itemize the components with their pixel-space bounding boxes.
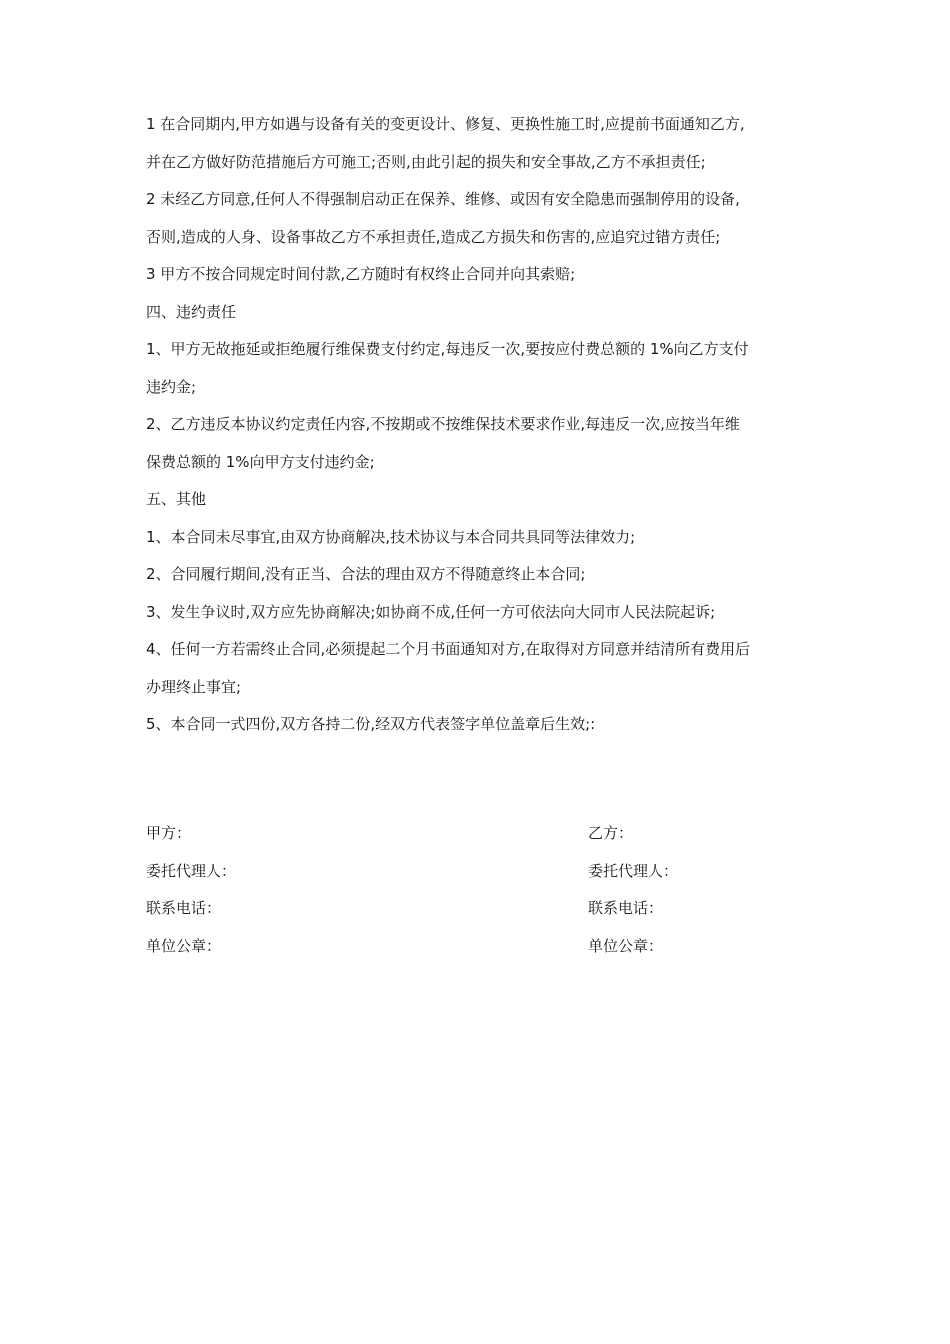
paragraph-line: 1 在合同期内,甲方如遇与设备有关的变更设计、修复、更换性施工时,应提前书面通知乙方, (146, 115, 745, 133)
paragraph-line: 2 未经乙方同意,任何人不得强制启动正在保养、维修、或因有安全隐患而强制停用的设备, (146, 190, 740, 208)
paragraph-line: 2、合同履行期间,没有正当、合法的理由双方不得随意终止本合同; (146, 565, 586, 583)
paragraph-line: 3、发生争议时,双方应先协商解决;如协商不成,任何一方可依法向大同市人民法院起诉; (146, 602, 716, 621)
party-a-signature (146, 815, 236, 965)
paragraph-line: 1、本合同未尽事宜,由双方协商解决,技术协议与本合同共具同等法律效力; (146, 527, 636, 546)
party-a-phone-label: 联系电话： (146, 899, 222, 917)
paragraph-line: 5、本合同一式四份,双方各持二份,经双方代表签字单位盖章后生效;: (146, 715, 596, 733)
paragraph-line: 3 甲方不按合同规定时间付款,乙方随时有权终止合同并向其索赔; (146, 265, 576, 283)
paragraph-line: 保费总额的 1%向甲方支付违约金; (146, 452, 375, 471)
party-b-agent-label: 委托代理人： (588, 861, 679, 880)
paragraph-line: 2、乙方违反本协议约定责任内容,不按期或不按维保技术要求作业,每违反一次,应按当年维 (146, 415, 740, 433)
paragraph-line: 否则,造成的人身、设备事故乙方不承担责任,造成乙方损失和伤害的,应追究过错方责任; (146, 227, 721, 246)
section-heading-breach: 四、违约责任 (146, 302, 237, 321)
party-b-signature (588, 815, 678, 965)
paragraph-line: 1、甲方无故拖延或拒绝履行维保费支付约定,每违反一次,要按应付费总额的 1%向乙方支付 (146, 340, 749, 358)
signature-block (146, 815, 816, 965)
party-b-seal-label: 单位公章： (588, 936, 664, 955)
party-b-phone-label: 联系电话： (588, 899, 664, 917)
paragraph-line: 并在乙方做好防范措施后方可施工;否则,由此引起的损失和安全事故,乙方不承担责任; (146, 152, 706, 171)
party-b-label: 乙方： (588, 824, 634, 842)
party-a-agent-label: 委托代理人： (146, 861, 237, 880)
contract-body (146, 106, 816, 744)
paragraph-line: 违约金; (146, 377, 197, 396)
party-a-seal-label: 单位公章： (146, 936, 222, 955)
paragraph-line: 办理终止事宜; (146, 677, 242, 696)
party-a-label: 甲方： (146, 824, 192, 842)
section-heading-other: 五、其他 (146, 490, 207, 508)
paragraph-line: 4、任何一方若需终止合同,必须提起二个月书面通知对方,在取得对方同意并结清所有费用后 (146, 640, 751, 658)
